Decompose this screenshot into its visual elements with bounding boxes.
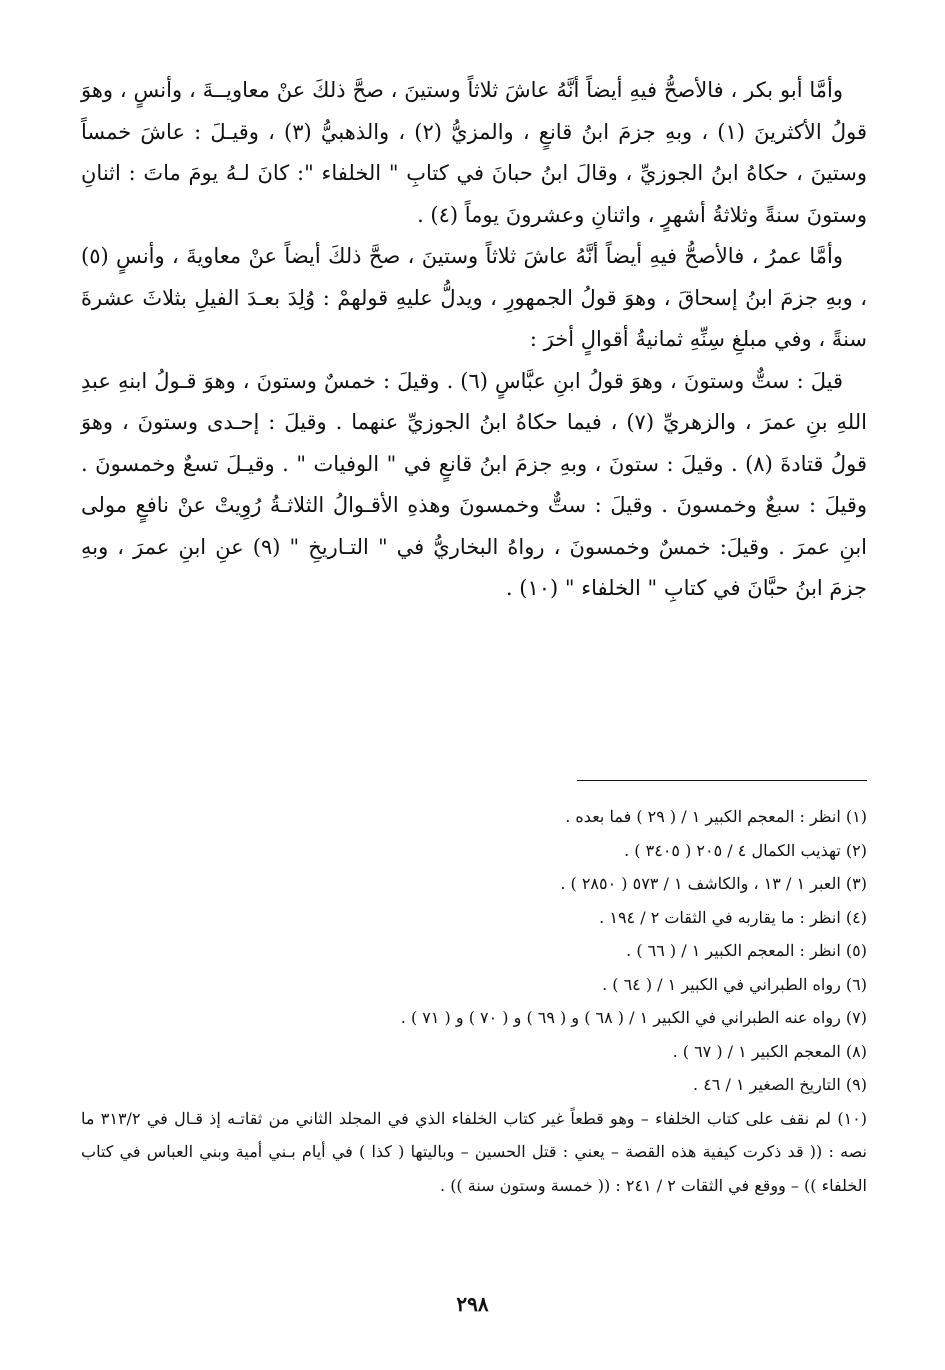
footnote-6: (٦) رواه الطبراني في الكبير ١ / ( ٦٤ ) . — [602, 974, 867, 994]
footnote-8: (٨) المعجم الكبير ١ / ( ٦٧ ) . — [672, 1041, 867, 1061]
paragraph-umar: وأمَّا عمرُ ، فالأصحُّ فيهِ أيضاً أنَّهُ عاشَ ثلاثاً وستينَ ، صحَّ ذلكَ أيضاً عنْ معاويةَ ، وأنسٍ (٥) ، وبهِ جزمَ ابنُ إسحاقَ ، وهوَ قولُ الجمهورِ ، ويدلُّ عليهِ قولهمْ : وُلِدَ بعـدَ الفيلِ بثلاثَ عشرةَ سنةً ، وفي مبلغِ سِنِّهِ ثمانيةُ أقوالٍ أخرَ : — [81, 244, 867, 351]
paragraph-abu-bakr: وأمَّا أبو بكر ، فالأصحُّ فيهِ أيضاً أنَّهُ عاشَ ثلاثاً وستينَ ، صحَّ ذلكَ عنْ معاويــةَ ، وأنسٍ ، وهوَ قولُ الأكثرينَ (١) ، وبهِ جزمَ ابنُ قانعٍ ، والمزيُّ (٢) ، والذهبيُّ (٣) ، وقيـلَ : عاشَ خمساً وستينَ ، حكاهُ ابنُ الجوزيِّ ، وقالَ ابنُ حبانَ في كتابِ " الخلفاء ": كانَ لـهُ يومَ ماتَ : اثنانِ وستونَ سنةً وثلاثةُ أشهرٍ ، واثنانِ وعشرونَ يوماً (٤) . — [81, 78, 867, 227]
footnote-4: (٤) انظر : ما يقاربه في الثقات ٢ / ١٩٤ . — [599, 907, 867, 927]
main-text — [81, 70, 867, 610]
footnote-2: (٢) تهذيب الكمال ٤ / ٢٠٥ ( ٣٤٠٥ ) . — [624, 840, 867, 860]
footnotes — [81, 800, 867, 1202]
page-number: ٢٩٨ — [456, 1292, 489, 1316]
footnote-7: (٧) رواه عنه الطبراني في الكبير ١ / ( ٦٨ ) و ( ٦٩ ) و ( ٧٠ ) و ( ٧١ ) . — [400, 1008, 867, 1027]
paragraph-umar-opinions: قيلَ : ستٌّ وستونَ ، وهوَ قولُ ابنِ عبَّاسٍ (٦) . وقيلَ : خمسٌ وستونَ ، وهوَ قـولُ ابنهِ عبدِ اللهِ بنِ عمرَ ، والزهريِّ (٧) ، فيما حكاهُ ابنُ الجوزيِّ عنهما . وقيلَ : إحـدى وستونَ ، وهوَ قولُ قتادةَ (٨) . وقيلَ : ستونَ ، وبهِ جزمَ ابنُ قانعٍ في " الوفيات " . وقيـلَ تسعٌ وخمسونَ . وقيلَ : سبعٌ وخمسونَ . وقيلَ : ستٌّ وخمسونَ وهذهِ الأقـوالُ الثلاثـةُ رُوِيتْ عنْ نافعٍ مولى ابنِ عمرَ . وقيلَ: خمسٌ وخمسونَ ، رواهُ البخاريُّ في " التـاريخِ " (٩) عنِ ابنِ عمرَ ، وبهِ جزمَ ابنُ حبَّانَ في كتابِ " الخلفاء " (١٠) . — [81, 368, 868, 600]
footnote-3: (٣) العبر ١ / ١٣ ، والكاشف ١ / ٥٧٣ ( ٢٨٥٠ ) . — [560, 874, 867, 893]
footnote-10: (١٠) لم نقف على كتاب الخلفاء – وهو قطعاً غير كتاب الخلفاء الذي في المجلد الثاني من ثقاتـه إذ قـال في ٣١٣/٢ ما نصه : (( قد ذكرت كيفية هذه القصة – يعني : قتل الحسين – وباليتها ( كذا ) في أيام بـني أمية وبني العباس في كتاب الخلفاء )) – ووقع في الثقات ٢ / ٢٤١ : (( خمسة وستون سنة )) . — [81, 1108, 868, 1195]
footnote-9: (٩) التاريخ الصغير ١ / ٤٦ . — [693, 1075, 867, 1094]
footnote-1: (١) انظر : المعجم الكبير ١ / ( ٢٩ ) فما بعده . — [565, 807, 867, 826]
footnote-5: (٥) انظر : المعجم الكبير ١ / ( ٦٦ ) . — [626, 941, 867, 960]
footnote-separator — [577, 780, 867, 781]
